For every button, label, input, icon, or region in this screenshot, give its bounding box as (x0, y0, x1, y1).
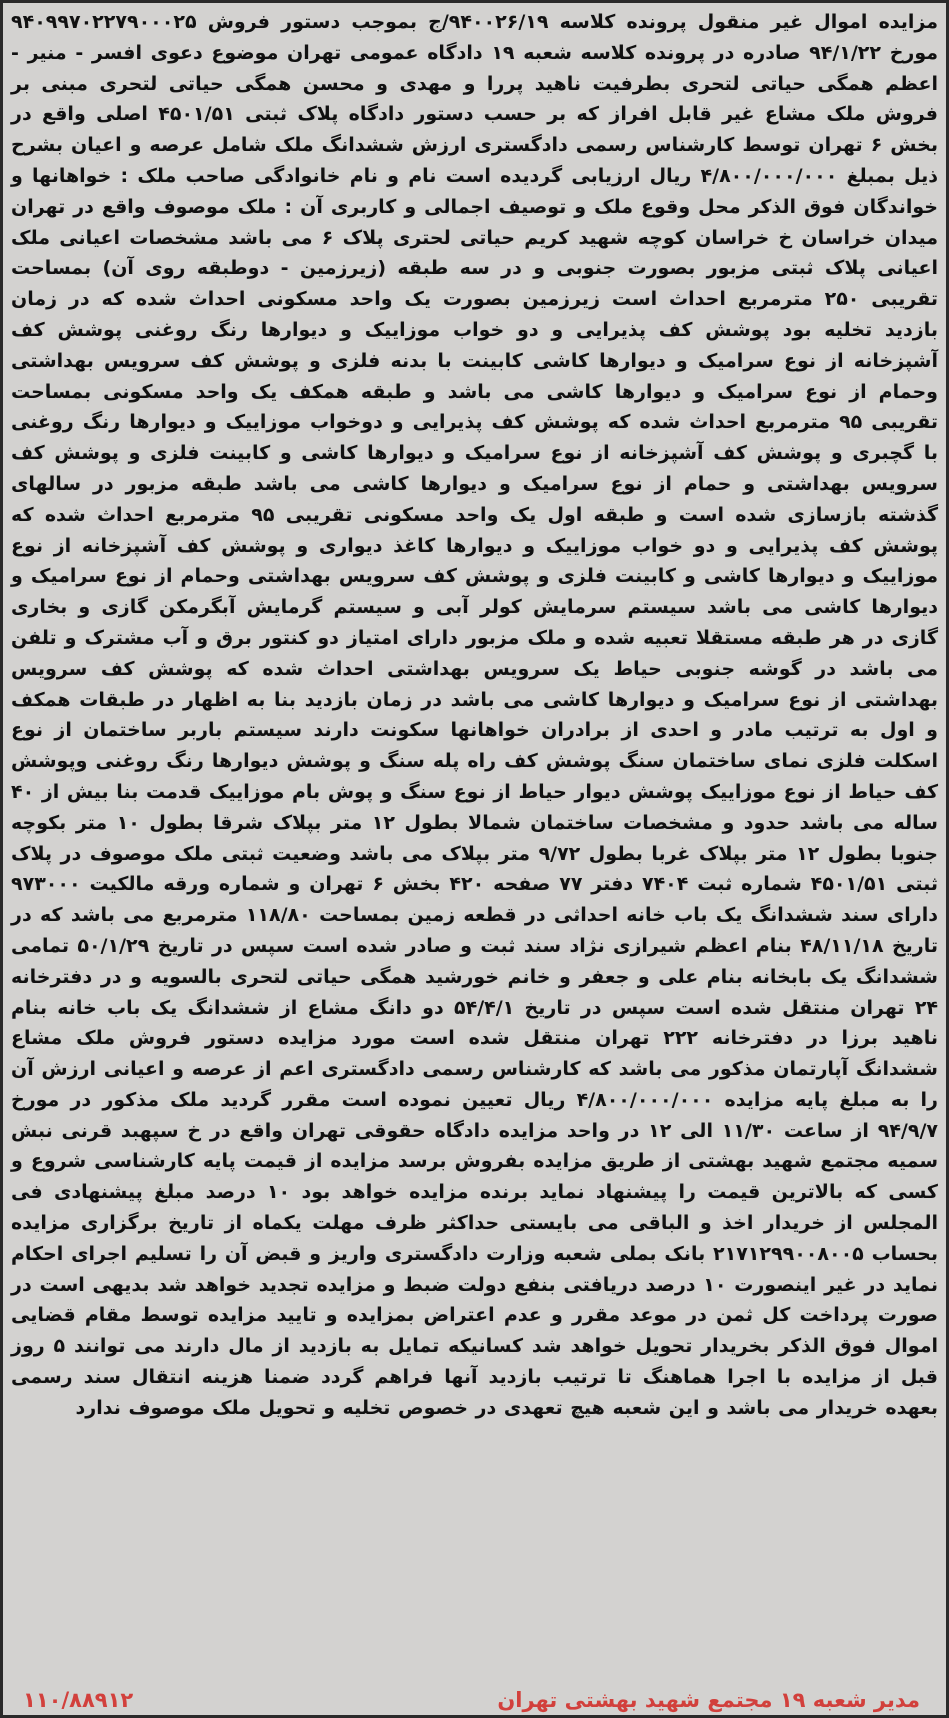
auction-notice-body: مزایده اموال غیر منقول پرونده کلاسه ۹۴۰۰۲۶/۱۹/ج بموجب دستور فروش ۹۴۰۹۹۷۰۲۲۷۹۰۰۰۲۵ مورخ ۹۴/۱/۲۲ صادره در پرونده کلاسه شعبه ۱۹ دادگاه عمومی تهران موضوع دعوی افسر - منیر - اعظم همگی حیاتی لتحری بطرفیت ناهید پررا و مهدی و محسن همگی حیاتی لتحری مبنی بر فروش ملک مشاع غیر قابل افراز که بر حسب دستور دادگاه پلاک ثبتی ۴۵۰۱/۵۱ اصلی واقع در بخش ۶ تهران توسط کارشناس رسمی دادگستری ارزش ششدانگ ملک شامل عرصه و اعیان بشرح ذیل بمبلغ ۴/۸۰۰/۰۰۰/۰۰۰ ریال ارزیابی گردیده است نام و نام خانوادگی صاحب ملک : خواهانها و خواندگان فوق الذکر محل وقوع ملک و توصیف اجمالی و کاربری آن : ملک موصوف واقع در تهران میدان خراسان خ خراسان کوچه شهید کریم حیاتی لحتری پلاک ۶ می باشد مشخصات اعیانی ملک اعیانی پلاک ثبتی مزبور بصورت جنوبی و در سه طبقه (زیرزمین - دوطبقه روی آن) بمساحت تقریبی ۲۵۰ مترمربع احداث است زیرزمین بصورت یک واحد مسکونی احداث شده که در زمان بازدید تخلیه بود پوشش کف پذیرایی و دو خواب موزاییک و دیوارها رنگ روغنی پوشش کف آشپزخانه از نوع سرامیک و دیوارها کاشی کابینت با بدنه فلزی و پوشش کف سرویس بهداشتی وحمام از نوع سرامیک و دیوارها کاشی می باشد و طبقه همکف یک واحد مسکونی بمساحت تقریبی ۹۵ مترمربع احداث شده که پوشش کف پذیرایی و دوخواب موزاییک و دیوارها رنگ روغنی با گچبری و پوشش کف آشپزخانه از نوع سرامیک و دیوارها کاشی و کابینت فلزی و پوشش کف سرویس بهداشتی و حمام از نوع سرامیک و دیوارها کاشی می باشد طبقه مزبور در سالهای گذشته بازسازی شده است و طبقه اول یک واحد مسکونی تقریبی ۹۵ مترمربع احداث شده که پوشش کف پذیرایی و دو خواب موزاییک و دیوارها کاغذ دیواری و پوشش کف آشپزخانه از نوع موزاییک و دیوارها کاشی و کابینت فلزی و پوشش کف سرویس بهداشتی وحمام از نوع سرامیک و دیوارها کاشی می باشد سیستم سرمایش کولر آبی و سیستم گرمایش آبگرمکن گازی و بخاری گازی در هر طبقه مستقلا تعبیه شده و ملک مزبور دارای امتیاز دو کنتور برق و آب مشترک و تلفن می باشد در گوشه جنوبی حیاط یک سرویس بهداشتی احداث شده که پوشش کف سرویس بهداشتی از نوع سرامیک و دیوارها کاشی می باشد در زمان بازدید بنا به اظهار در طبقات همکف و اول به ترتیب مادر و احدی از برادران خواهانها سکونت دارند سیستم باربر ساختمان از نوع اسکلت فلزی نمای ساختمان سنگ پوشش کف راه پله سنگ و پوشش دیوارها رنگ روغنی وپوشش کف حیاط از نوع موزاییک پوشش دیوار حیاط از نوع سنگ و پوش بام موزاییک قدمت بنا بیش از ۴۰ ساله می باشد حدود و مشخصات ساختمان شمالا بطول ۱۲ متر بپلاک شرقا بطول ۱۰ متر بکوچه جنوبا بطول ۱۲ متر بپلاک غربا بطول ۹/۷۲ متر بپلاک می باشد وضعیت ثبتی ملک موصوف در پلاک ثبتی ۴۵۰۱/۵۱ شماره ثبت ۷۴۰۴ دفتر ۷۷ صفحه ۴۲۰ بخش ۶ تهران و شماره ورقه مالکیت ۹۷۳۰۰۰ دارای سند ششدانگ یک باب خانه احداثی در قطعه زمین بمساحت ۱۱۸/۸۰ مترمربع می باشد که در تاریخ ۴۸/۱۱/۱۸ بنام اعظم شیرازی نژاد سند ثبت و صادر شده است سپس در تاریخ ۵۰/۱/۲۹ تمامی ششدانگ یک بابخانه بنام علی و جعفر و خانم خورشید همگی حیاتی لتحری بالسویه و در دفترخانه ۲۴ تهران منتقل شده است سپس در تاریخ ۵۴/۴/۱ دو دانگ مشاع از ششدانگ یک باب خانه بنام ناهید برزا در دفترخانه ۲۲۲ تهران منتقل شده است مورد مزایده دستور فروش ملک مشاع ششدانگ آپارتمان مذکور می باشد که کارشناس رسمی دادگستری اعم از عرصه و اعیانی ارزش آن را به مبلغ پایه مزایده ۴/۸۰۰/۰۰۰/۰۰۰ ریال تعیین نموده است مقرر گردید ملک مذکور در مورخ ۹۴/۹/۷ از ساعت ۱۱/۳۰ الی ۱۲ در واحد مزایده دادگاه حقوقی تهران واقع در خ سپهبد قرنی نبش سمیه مجتمع شهید بهشتی از طریق مزایده بفروش برسد مزایده از قیمت پایه کارشناسی شروع و کسی که بالاترین قیمت را پیشنهاد نماید برنده مزایده خواهد بود ۱۰ درصد مبلغ پیشنهادی فی المجلس از خریدار اخذ و الباقی می بایستی حداکثر ظرف مهلت یکماه از تاریخ برگزاری مزایده بحساب ۲۱۷۱۲۹۹۰۰۸۰۰۵ بانک بملی شعبه وزارت دادگستری واریز و قبض آن را تسلیم اجرای احکام نماید در غیر اینصورت ۱۰ درصد دریافتی بنفع دولت ضبط و مزایده تجدید خواهد شد بدیهی است در صورت پرداخت کل ثمن در موعد مقرر و عدم اعتراض بمزایده و تایید مزایده توسط مقام قضایی اموال فوق الذکر بخریدار تحویل خواهد شد کسانیکه تمایل به بازدید از مال دارند می توانند ۵ روز قبل از مزایده با اجرا هماهنگ تا ترتیب بازدید آنها فراهم گردد ضمنا هزینه انتقال سند رسمی بعهده خریدار می باشد و این شعبه هیچ تعهدی در خصوص تخلیه و تحویل ملک موصوف ندارد (11, 11, 939, 1419)
branch-manager-signature-line: مدیر شعبه ۱۹ مجتمع شهید بهشتی تهران (497, 1688, 920, 1712)
notice-reference-code: ۱۱۰/۸۸۹۱۲ (23, 1688, 134, 1712)
notice-footer (23, 1686, 920, 1714)
